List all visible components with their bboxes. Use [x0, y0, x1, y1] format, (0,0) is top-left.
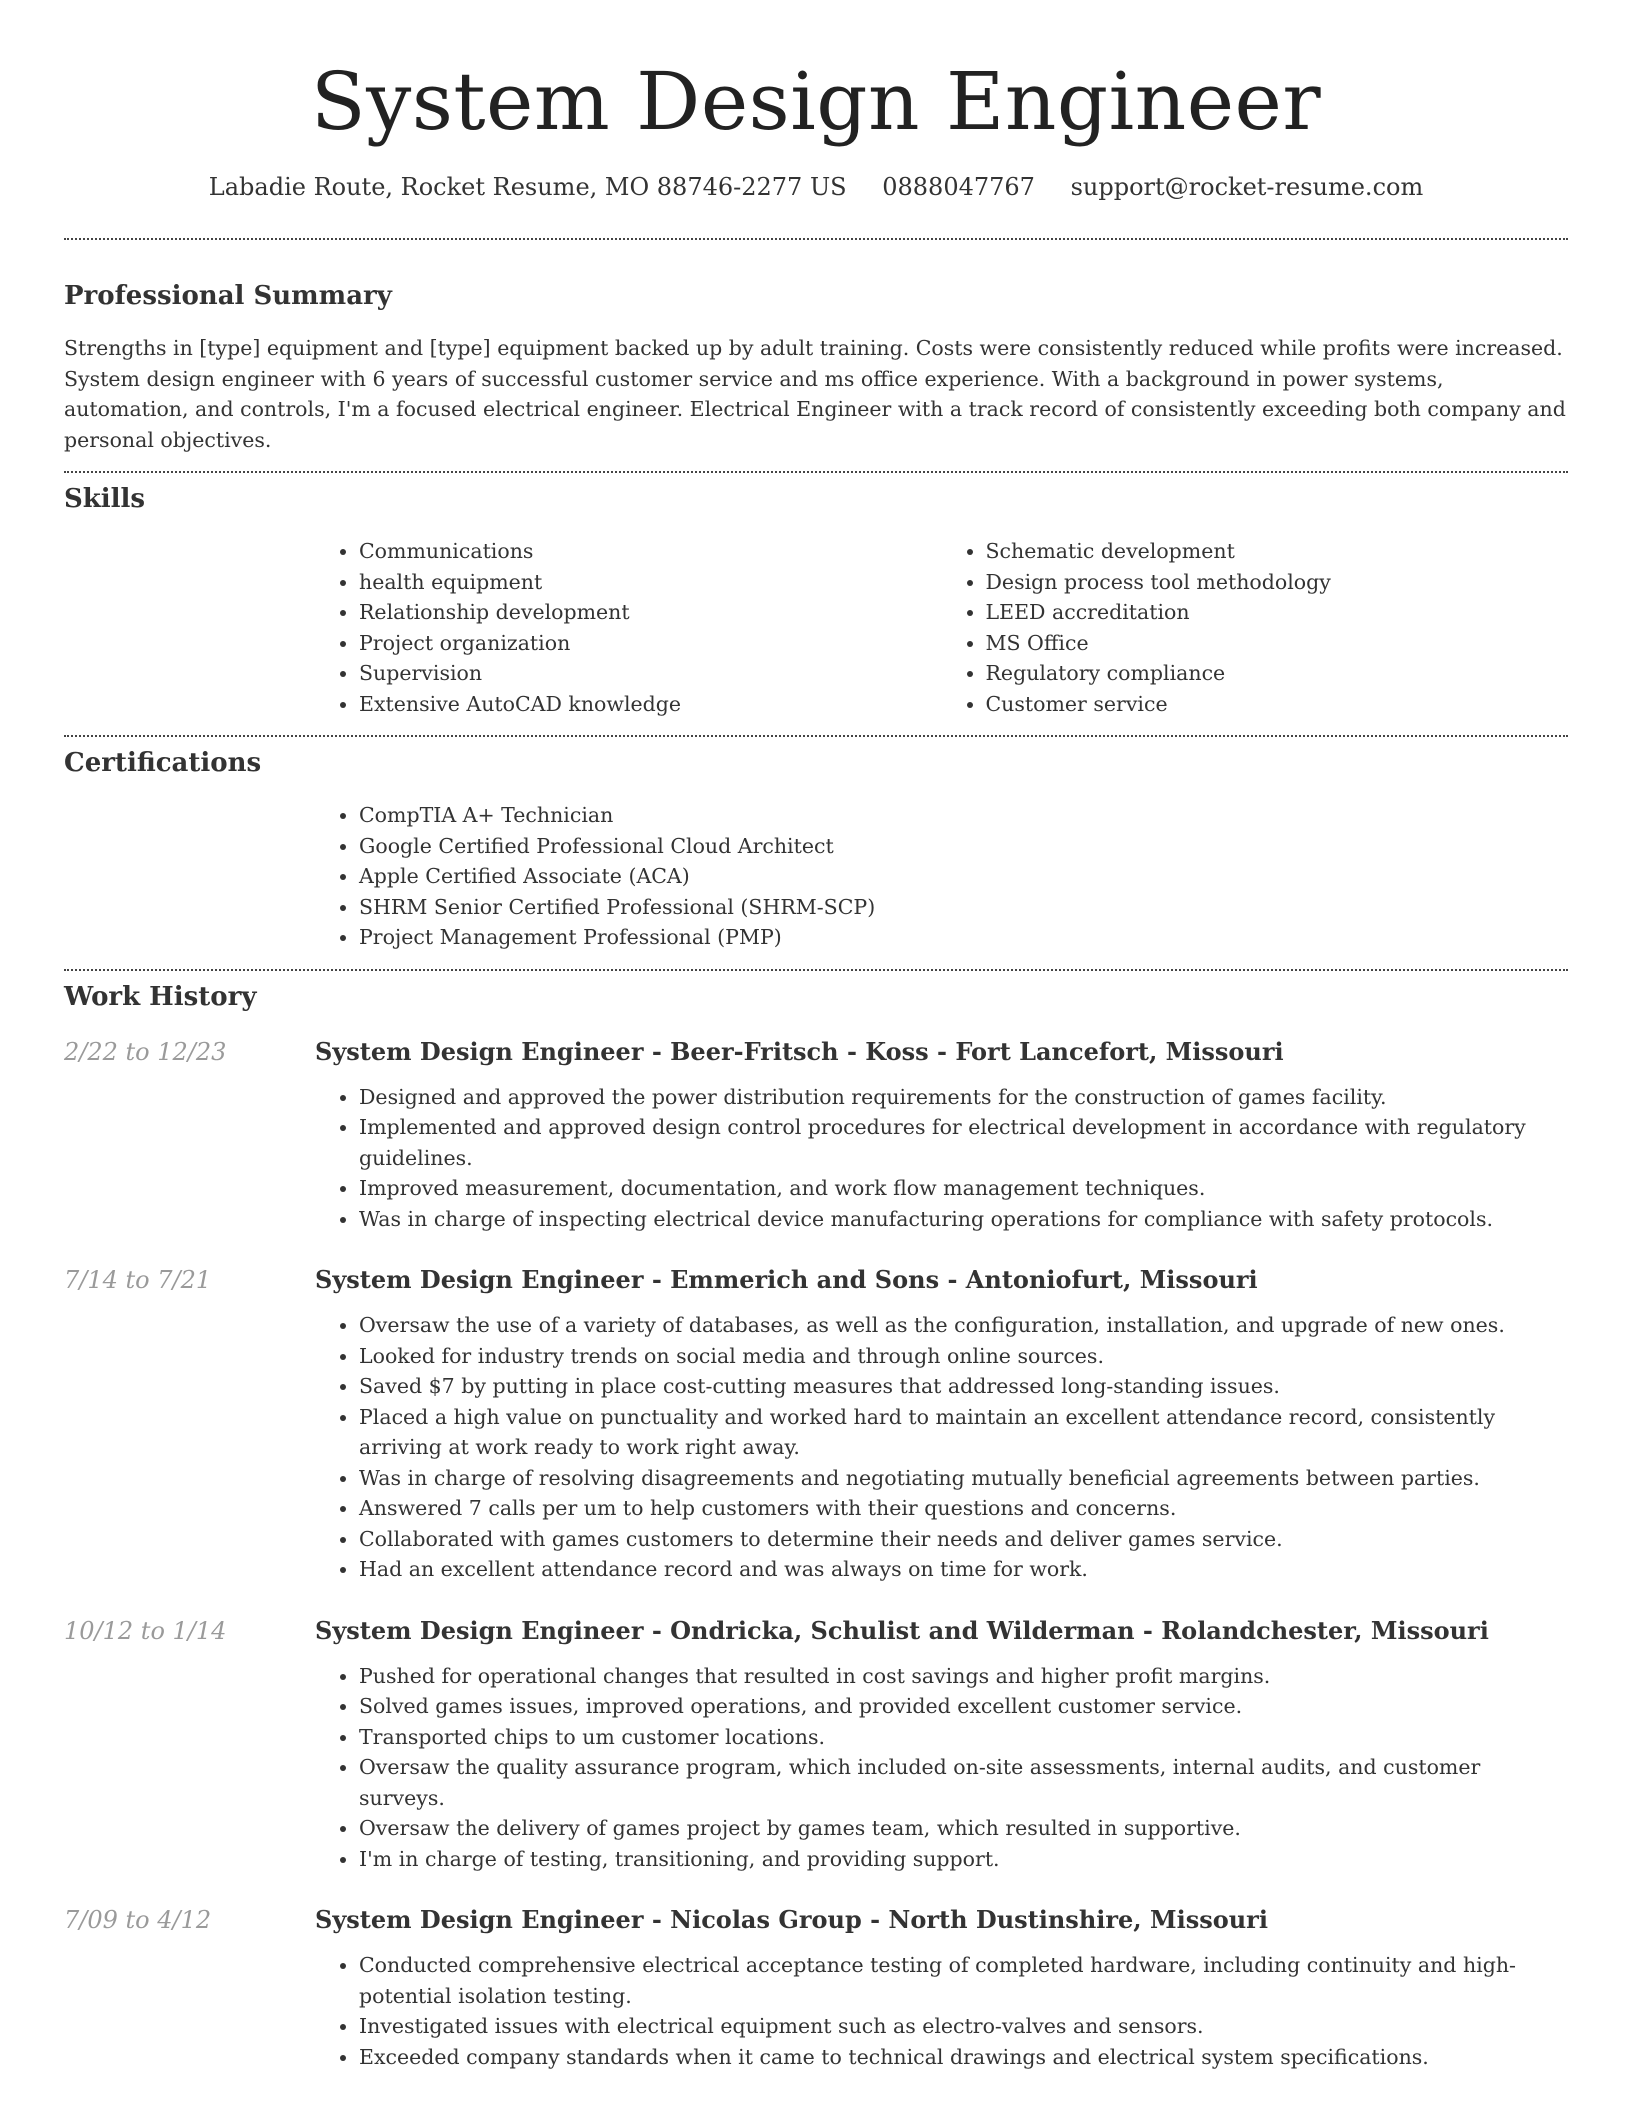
skills-section	[64, 482, 1568, 719]
list-item: • MS Office	[986, 628, 1569, 659]
list-item: • CompTIA A+ Technician	[359, 800, 1568, 831]
summary-text: Strengths in [type] equipment and [type] equipment backed up by adult training. Costs were consistently reduced while profits were increased. System design engineer with 6 years of successful customer service and ms office experience. With a background in power systems, automation, and controls, I'm a focused electrical engineer. Electrical Engineer with a track record of consistently exceeding both company and personal objectives.	[64, 336, 1566, 452]
job-entry	[64, 1904, 1568, 2072]
list-item: • Supervision	[359, 658, 942, 689]
contact-address: Labadie Route, Rocket Resume, MO 88746-2277 US	[208, 173, 847, 201]
list-item: • Saved $7 by putting in place cost-cutting measures that addressed long-standing issues.	[359, 1371, 1568, 1402]
list-item: • Relationship development	[359, 597, 942, 628]
list-item: • Looked for industry trends on social media and through online sources.	[359, 1341, 1568, 1372]
list-item: • Was in charge of resolving disagreements and negotiating mutually beneficial agreements between parties.	[359, 1463, 1568, 1494]
job-dates: 2/22 to 12/23	[64, 1037, 227, 1066]
job-entry	[64, 1615, 1568, 1875]
list-item: • Oversaw the quality assurance program, which included on-site assessments, internal audits, and customer surveys.	[359, 1752, 1568, 1813]
list-item: • Transported chips to um customer locations.	[359, 1722, 1568, 1753]
job-dates: 7/09 to 4/12	[64, 1906, 212, 1934]
list-item: • Implemented and approved design control procedures for electrical development in accordance with regulatory guidelines.	[359, 1112, 1568, 1173]
job-body	[315, 1904, 1568, 2072]
list-item: • Designed and approved the power distribution requirements for the construction of games facility.	[359, 1082, 1568, 1113]
section-title-certifications: Certifications	[64, 748, 262, 778]
list-item: • Customer service	[986, 689, 1569, 720]
contact-line	[64, 170, 1568, 204]
divider	[64, 735, 1568, 737]
skills-columns	[315, 536, 1568, 719]
list-item: • Oversaw the delivery of games project by games team, which resulted in supportive.	[359, 1813, 1568, 1844]
section-title-work: Work History	[64, 981, 257, 1012]
divider	[64, 238, 1568, 240]
job-bullets	[315, 1082, 1568, 1235]
list-item: • I'm in charge of testing, transitioning, and providing support.	[359, 1844, 1568, 1875]
contact-email: support@rocket-resume.com	[1070, 173, 1424, 201]
contact-phone: 0888047767	[882, 173, 1035, 201]
list-item: • Regulatory compliance	[986, 658, 1569, 689]
divider	[64, 969, 1568, 971]
section-title-skills: Skills	[64, 484, 146, 514]
list-item: • Communications	[359, 536, 942, 567]
job-title: System Design Engineer - Ondricka, Schulist and Wilderman - Rolandchester, Missouri	[315, 1615, 1489, 1645]
job-body	[315, 1036, 1568, 1235]
job-bullets	[315, 1950, 1568, 2072]
list-item: • Design process tool methodology	[986, 567, 1569, 598]
list-item: • Project Management Professional (PMP)	[359, 922, 1568, 953]
list-item: • Google Certified Professional Cloud Architect	[359, 831, 1568, 862]
list-item: • Project organization	[359, 628, 942, 659]
list-item: • LEED accreditation	[986, 597, 1569, 628]
list-item: • Exceeded company standards when it came to technical drawings and electrical system specifications.	[359, 2042, 1568, 2073]
job-bullets	[315, 1310, 1568, 1585]
list-item: • Collaborated with games customers to determine their needs and deliver games service.	[359, 1524, 1568, 1555]
list-item: • Oversaw the use of a variety of databases, as well as the configuration, installation, and upgrade of new ones.	[359, 1310, 1568, 1341]
skills-list-right	[942, 536, 1569, 719]
list-item: • Extensive AutoCAD knowledge	[359, 689, 942, 720]
job-body	[315, 1264, 1568, 1585]
job-body	[315, 1615, 1568, 1875]
list-item: • Conducted comprehensive electrical acceptance testing of completed hardware, including continuity and high-potential isolation testing.	[359, 1950, 1568, 2011]
job-bullets	[315, 1661, 1568, 1875]
list-item: • Placed a high value on punctuality and worked hard to maintain an excellent attendance record, consistently arriving at work ready to work right away.	[359, 1402, 1568, 1463]
job-entry	[64, 1264, 1568, 1585]
list-item: • Answered 7 calls per um to help customers with their questions and concerns.	[359, 1493, 1568, 1524]
section-title-summary: Professional Summary	[64, 281, 392, 311]
list-item: • SHRM Senior Certified Professional (SHRM-SCP)	[359, 892, 1568, 923]
job-entry	[64, 1036, 1568, 1235]
certifications-list	[315, 800, 1568, 953]
list-item: • Schematic development	[986, 536, 1569, 567]
skills-list-left	[315, 536, 942, 719]
divider	[64, 471, 1568, 473]
job-title: System Design Engineer - Nicolas Group - North Dustinshire, Missouri	[315, 1905, 1268, 1934]
certifications-section	[64, 746, 1568, 953]
work-section	[64, 980, 1568, 2073]
job-dates: 7/14 to 7/21	[64, 1266, 212, 1294]
list-item: • Improved measurement, documentation, and work flow management techniques.	[359, 1173, 1568, 1204]
resume-page	[64, 0, 1568, 2072]
resume-name: System Design Engineer	[310, 55, 1322, 148]
list-item: • Apple Certified Associate (ACA)	[359, 861, 1568, 892]
list-item: • Pushed for operational changes that resulted in cost savings and higher profit margins.	[359, 1661, 1568, 1692]
job-title: System Design Engineer - Beer-Fritsch - Koss - Fort Lancefort, Missouri	[315, 1036, 1284, 1066]
job-dates: 10/12 to 1/14	[64, 1616, 227, 1645]
job-title: System Design Engineer - Emmerich and Sons - Antoniofurt, Missouri	[315, 1265, 1258, 1294]
list-item: • Solved games issues, improved operations, and provided excellent customer service.	[359, 1691, 1568, 1722]
list-item: • Was in charge of inspecting electrical device manufacturing operations for compliance with safety protocols.	[359, 1204, 1568, 1235]
list-item: • health equipment	[359, 567, 942, 598]
list-item: • Had an excellent attendance record and was always on time for work.	[359, 1554, 1568, 1585]
list-item: • Investigated issues with electrical equipment such as electro-valves and sensors.	[359, 2011, 1568, 2042]
summary-section	[64, 279, 1568, 455]
